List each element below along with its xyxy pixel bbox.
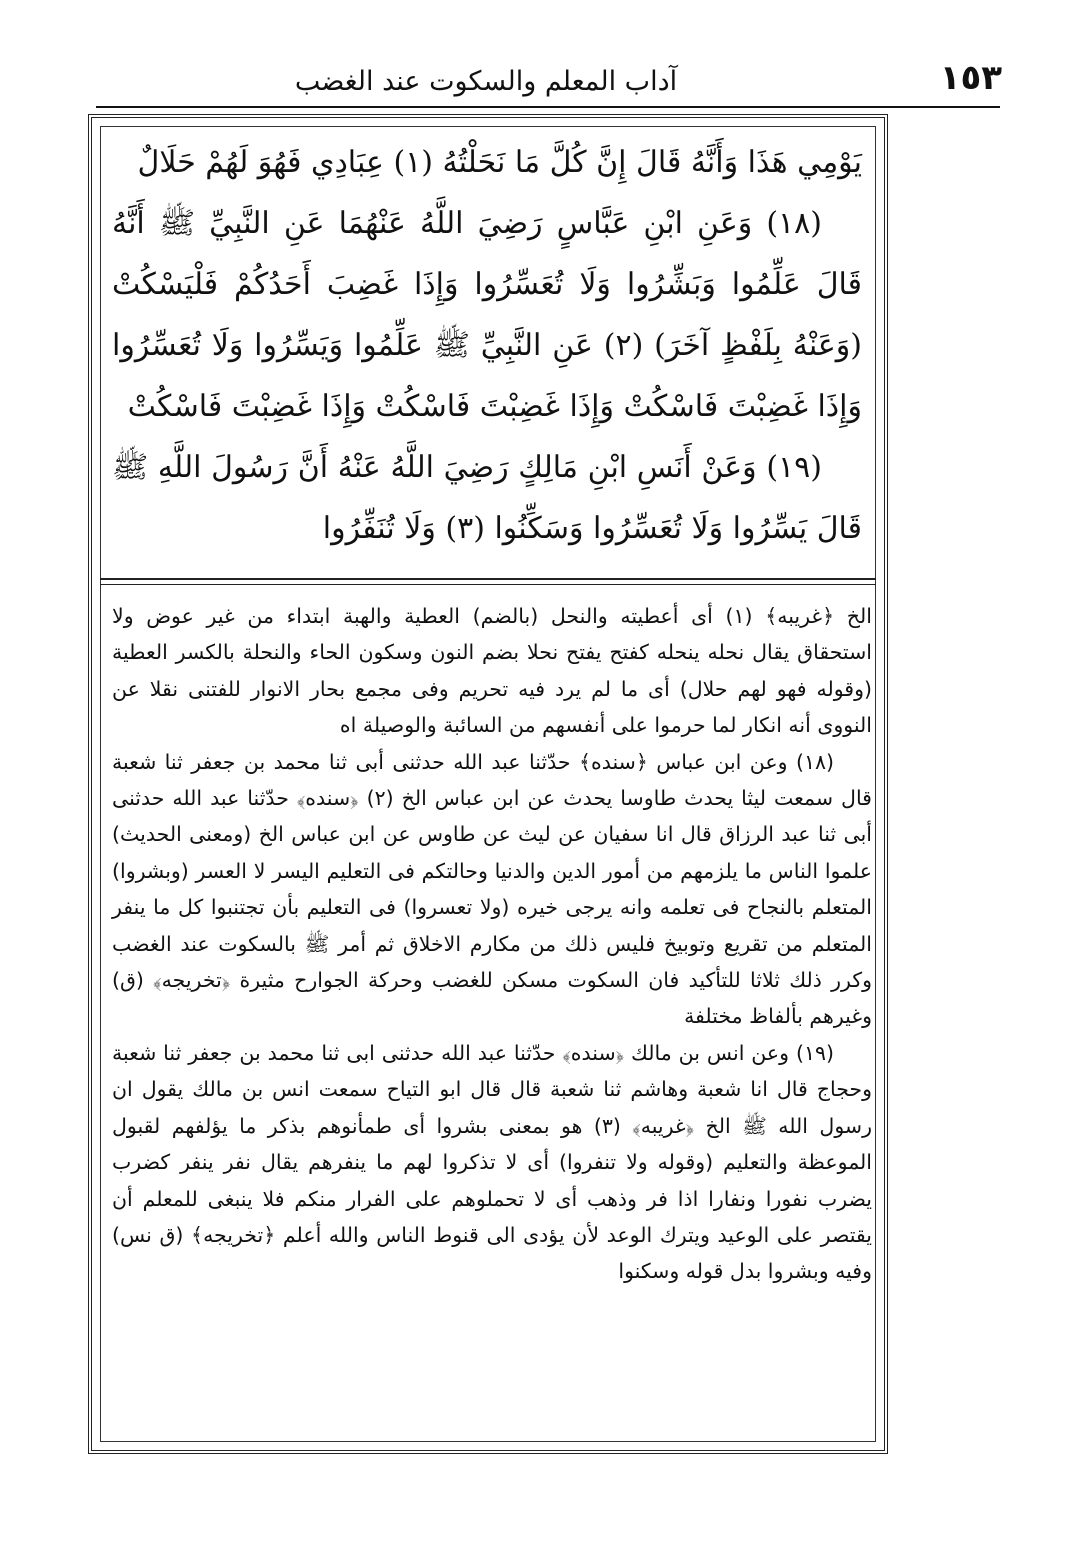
page-number: ١٥٣: [939, 58, 1002, 98]
divider-rule-top: [100, 578, 876, 580]
divider-rule-bottom: [100, 584, 876, 585]
page-header: [90, 58, 1002, 104]
commentary-text: [112, 598, 872, 1290]
hadith-18: (١٨) وَعَنِ ابْنِ عَبَّاسٍ رَضِيَ اللَّهُ عَنْهُمَا عَنِ النَّبِيِّ ﷺ أَنَّهُ قَالَ عَلِّمُوا وَبَشِّرُوا وَلَا تُعَسِّرُوا وَإِذَا غَضِبَ أَحَدُكُمْ فَلْيَسْكُتْ (وَعَنْهُ بِلَفْظٍ آخَرَ) (٢) عَنِ النَّبِيِّ ﷺ عَلِّمُوا وَيَسِّرُوا وَلَا تُعَسِّرُوا وَإِذَا غَضِبْتَ فَاسْكُتْ وَإِذَا غَضِبْتَ فَاسْكُتْ وَإِذَا غَضِبْتَ فَاسْكُتْ: [112, 206, 862, 424]
commentary-note-18: (١٨) وعن ابن عباس ﴿سنده﴾ حدّثنا عبد الله حدثنى أبى ثنا محمد بن جعفر ثنا شعبة قال سمعت ليثا يحدث طاوسا يحدث عن ابن عباس الخ (٢) ﴿سنده﴾ حدّثنا عبد الله حدثنى أبى ثنا عبد الرزاق قال انا سفيان عن ليث عن طاوس عن ابن عباس الخ (ومعنى الحديث) علموا الناس ما يلزمهم من أمور الدين والدنيا وحالتكم فى التعليم اليسر لا العسر (وبشروا) المتعلم بالنجاح فى تعلمه وانه يرجى خيره (ولا تعسروا) فى التعليم بأن تجتنبوا كل ما ينفر المتعلم من تقريع وتوبيخ فليس ذلك من مكارم الاخلاق ثم أمر ﷺ بالسكوت عند الغضب وكرر ذلك ثلاثا للتأكيد فان السكوت مسكن للغضب وحركة الجوارح مثيرة ﴿تخريجه﴾ (ق) وغيرهم بألفاظ مختلفة: [112, 749, 872, 1029]
hadith-continuation: يَوْمِي هَذَا وَأَنَّهُ قَالَ إِنَّ كُلَّ مَا نَحَلْتُهُ (١) عِبَادِي فَهُوَ لَهُمْ حَلَالٌ: [137, 145, 862, 180]
section-divider: [100, 578, 876, 585]
commentary-note-19: (١٩) وعن انس بن مالك ﴿سنده﴾ حدّثنا عبد الله حدثنى ابى ثنا محمد بن جعفر ثنا شعبة وحجاج قال انا شعبة وهاشم ثنا شعبة قال قال ابو التياح سمعت انس بن مالك يقول ان رسول الله ﷺ الخ ﴿غريبه﴾ (٣) هو بمعنى بشروا أى طمأنوهم بذكر ما يؤلفهم لقبول الموعظة والتعليم (وقوله ولا تنفروا) أى لا تذكروا لهم ما ينفرهم يقال نفر ينفر كضرب يضرب نفورا ونفارا اذا فر وذهب أى لا تحملوهم على الفرار منكم فلا ينبغى للمعلم أن يقتصر على الوعيد ويترك الوعد لأن يؤدى الى قنوط الناس والله أعلم ﴿تخريجه﴾ (ق نس) وفيه وبشروا بدل قوله وسكنوا: [112, 1040, 872, 1284]
hadith-19: (١٩) وَعَنْ أَنَسِ ابْنِ مَالِكٍ رَضِيَ اللَّهُ عَنْهُ أَنَّ رَسُولَ اللَّهِ ﷺ قَالَ يَسِّرُوا وَلَا تُعَسِّرُوا وَسَكِّنُوا (٣) وَلَا تُنَفِّرُوا: [112, 450, 862, 546]
commentary-note-1: الخ ﴿غريبه﴾ (١) أى أعطيته والنحل (بالضم) العطية والهبة ابتداء من غير عوض ولا استحقاق يقال نحله ينحله كفتح يفتح نحلا بضم النون وسكون الحاء والنحلة بالكسر العطية (وقوله فهو لهم حلال) أى ما لم يرد فيه تحريم وفى مجمع بحار الانوار للفتنى نقلا عن النووى أنه انكار لما حرموا على أنفسهم من السائبة والوصيلة اه: [112, 604, 872, 738]
header-rule: [96, 106, 1000, 108]
page-title: آداب المعلم والسكوت عند الغضب: [294, 66, 678, 97]
hadith-text: [112, 132, 862, 572]
